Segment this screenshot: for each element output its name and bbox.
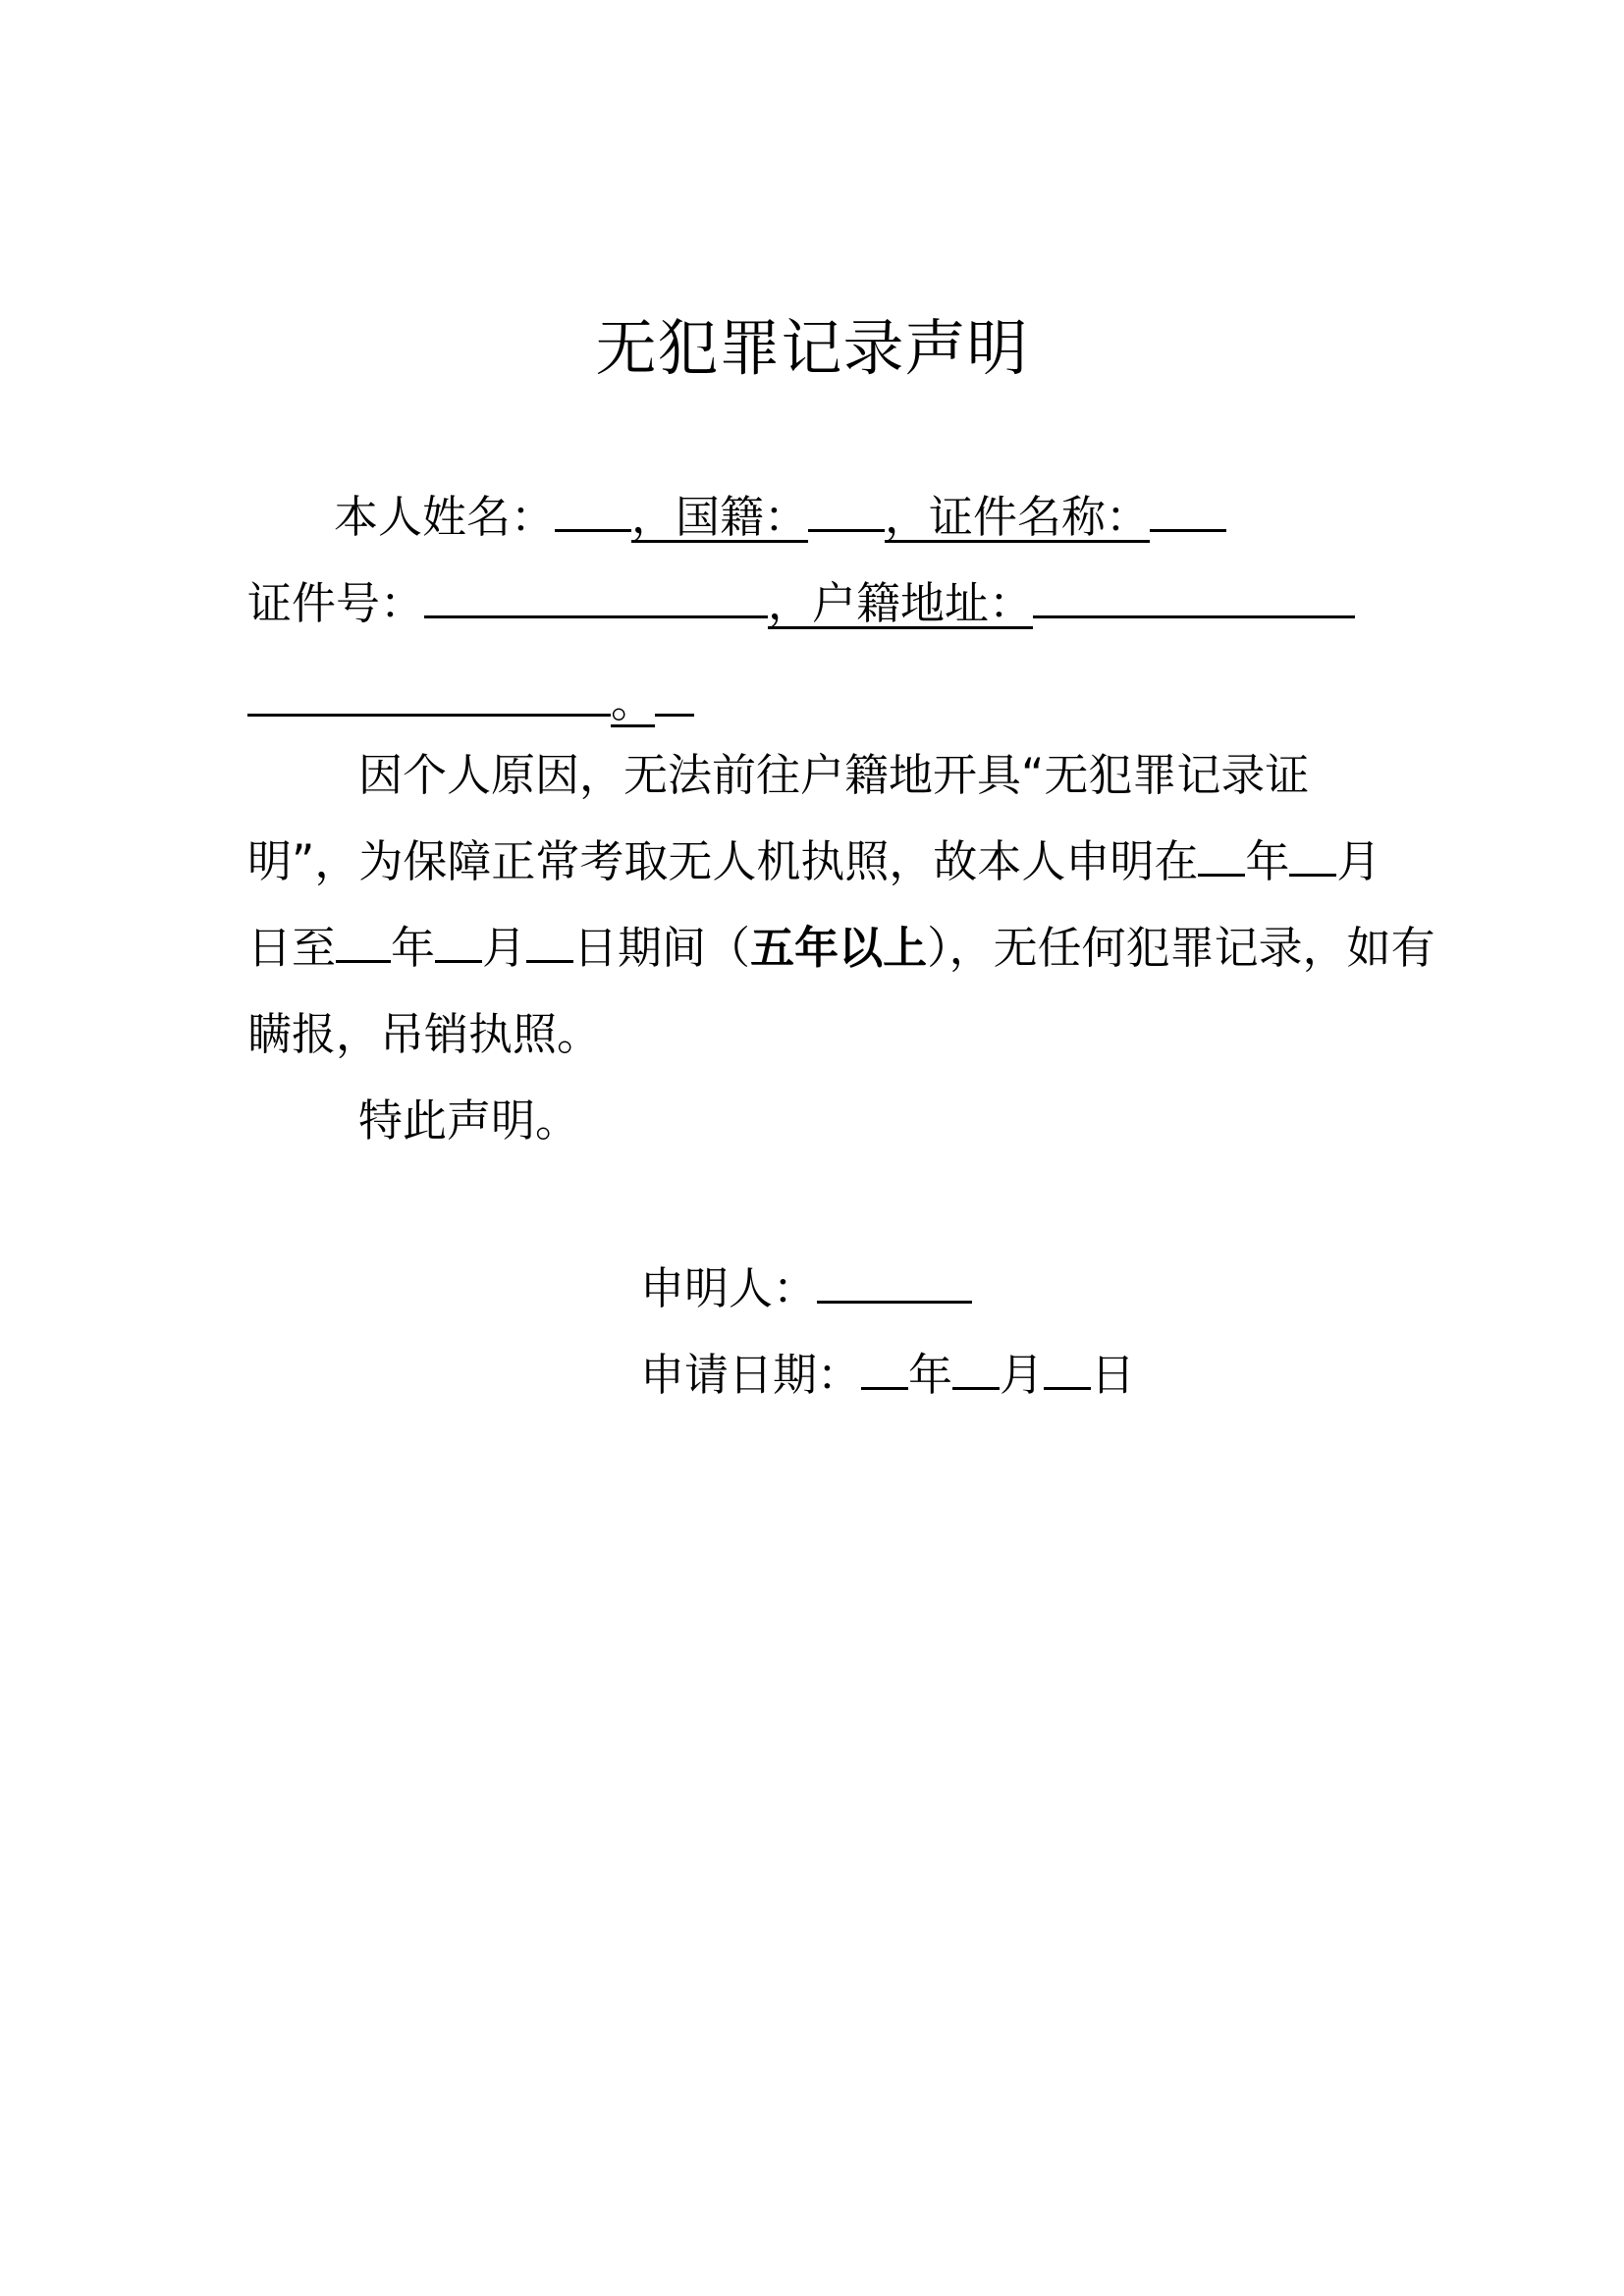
- end-month-label: 月: [482, 922, 527, 974]
- document-title: 无犯罪记录声明: [595, 312, 1029, 384]
- duration-emphasis: 五年以上: [750, 922, 928, 974]
- date-month-blank: [952, 1386, 1000, 1390]
- body-line-2-text: 明”，为保障正常考取无人机执照，故本人申明在: [247, 835, 1199, 887]
- date-label: 申请日期：: [640, 1349, 862, 1401]
- body-line-4: 瞒报，吊销执照。: [247, 1008, 602, 1060]
- end-year-blank: [336, 959, 391, 963]
- nationality-blank: [808, 528, 885, 532]
- address-label: ，户籍地址：: [768, 577, 1034, 629]
- body-line-3-text: ），无任何犯罪记录，如有: [927, 922, 1435, 974]
- body-line-1: 因个人原因，无法前往户籍地开具“无犯罪记录证: [358, 749, 1310, 801]
- start-day-label: 日至: [247, 922, 337, 974]
- date-line: [640, 1346, 1135, 1405]
- declarant-line: [640, 1259, 972, 1318]
- address-blank-3: [655, 713, 694, 717]
- id-number-blank: [424, 614, 768, 618]
- address-blank-2: [247, 713, 611, 717]
- personal-info-line-2: [247, 574, 1355, 633]
- date-day-blank: [1044, 1386, 1091, 1390]
- closing-line: 特此声明。: [358, 1095, 580, 1147]
- end-day-blank: [526, 959, 573, 963]
- declarant-label: 申明人：: [640, 1262, 818, 1314]
- nationality-label: ，国籍：: [631, 491, 809, 543]
- address-blank-1: [1033, 614, 1355, 618]
- date-year-label: 年: [908, 1349, 953, 1401]
- id-name-blank: [1150, 528, 1226, 532]
- end-day-label: 日期间（: [573, 922, 751, 974]
- date-month-label: 月: [1000, 1349, 1045, 1401]
- personal-info-line-1: [334, 488, 1226, 547]
- start-year-blank: [1198, 873, 1245, 877]
- start-year-label: 年: [1245, 835, 1290, 887]
- personal-info-line-3: [247, 672, 694, 731]
- declarant-blank: [817, 1300, 972, 1304]
- end-year-label: 年: [391, 922, 436, 974]
- id-name-label: ，证件名称：: [885, 491, 1151, 543]
- start-month-blank: [1289, 873, 1336, 877]
- body-line-3: [247, 919, 1435, 978]
- date-day-label: 日: [1091, 1349, 1136, 1401]
- id-number-label: 证件号：: [247, 577, 425, 629]
- date-year-blank: [861, 1386, 908, 1390]
- start-month-label: 月: [1336, 835, 1381, 887]
- end-month-blank: [435, 959, 482, 963]
- body-line-2: [247, 832, 1380, 891]
- address-end: 。: [611, 675, 656, 727]
- name-blank: [555, 528, 631, 532]
- name-label: 本人姓名：: [334, 491, 556, 543]
